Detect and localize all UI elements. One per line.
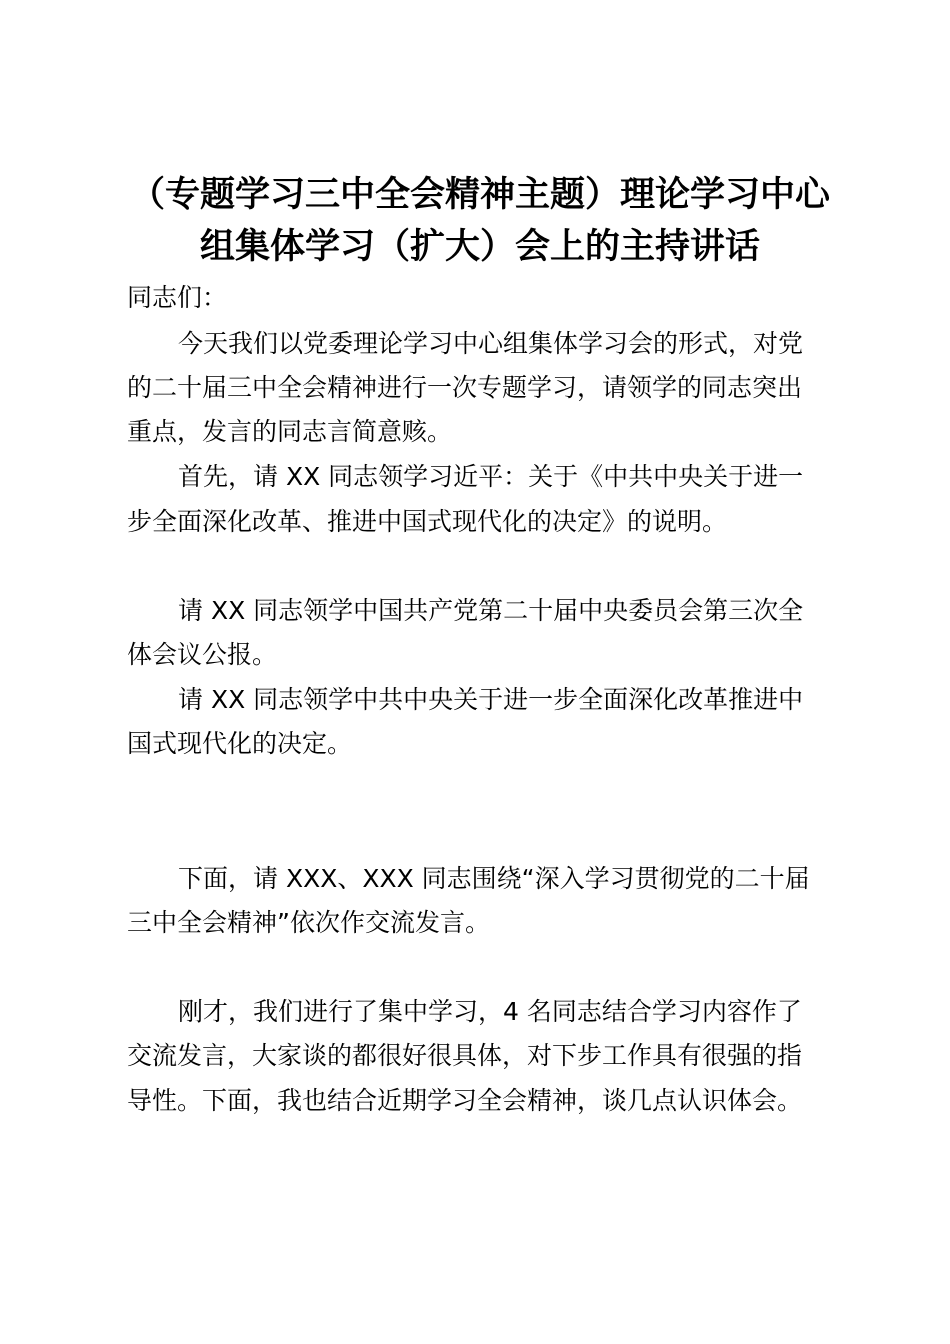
document-title-line-2: 组集体学习（扩大）会上的主持讲话 [199, 227, 760, 267]
paragraph-6-line-3: 导性。下面，我也结合近期学习全会精神，谈几点认识体会。 [127, 1086, 803, 1115]
paragraph-1-line-3: 重点，发言的同志言简意赅。 [127, 417, 453, 446]
paragraph-4-line-1: 请 XX 同志领学中共中央关于进一步全面深化改革推进中 [178, 685, 804, 714]
paragraph-5-line-1: 下面，请 XXX、XXX 同志围绕“深入学习贯彻党的二十届 [178, 864, 810, 893]
paragraph-6-line-2: 交流发言，大家谈的都很好很具体，对下步工作具有很强的指 [127, 1041, 803, 1070]
document-title-line-1: （专题学习三中全会精神主题）理论学习中心 [129, 175, 830, 215]
paragraph-3-line-2: 体会议公报。 [127, 640, 278, 669]
salutation: 同志们： [127, 283, 228, 312]
paragraph-6-line-1: 刚才，我们进行了集中学习，4 名同志结合学习内容作了 [178, 997, 802, 1026]
paragraph-4-line-2: 国式现代化的决定。 [127, 729, 353, 758]
paragraph-5-line-2: 三中全会精神”依次作交流发言。 [127, 908, 490, 937]
paragraph-2-line-1: 首先，请 XX 同志领学习近平：关于《中共中央关于进一 [178, 462, 804, 491]
paragraph-2-line-2: 步全面深化改革、推进中国式现代化的决定》的说明。 [127, 507, 728, 536]
paragraph-1-line-2: 的二十届三中全会精神进行一次专题学习，请领学的同志突出 [127, 373, 803, 402]
paragraph-3-line-1: 请 XX 同志领学中国共产党第二十届中央委员会第三次全 [178, 596, 804, 625]
paragraph-1-line-1: 今天我们以党委理论学习中心组集体学习会的形式，对党 [178, 329, 804, 358]
